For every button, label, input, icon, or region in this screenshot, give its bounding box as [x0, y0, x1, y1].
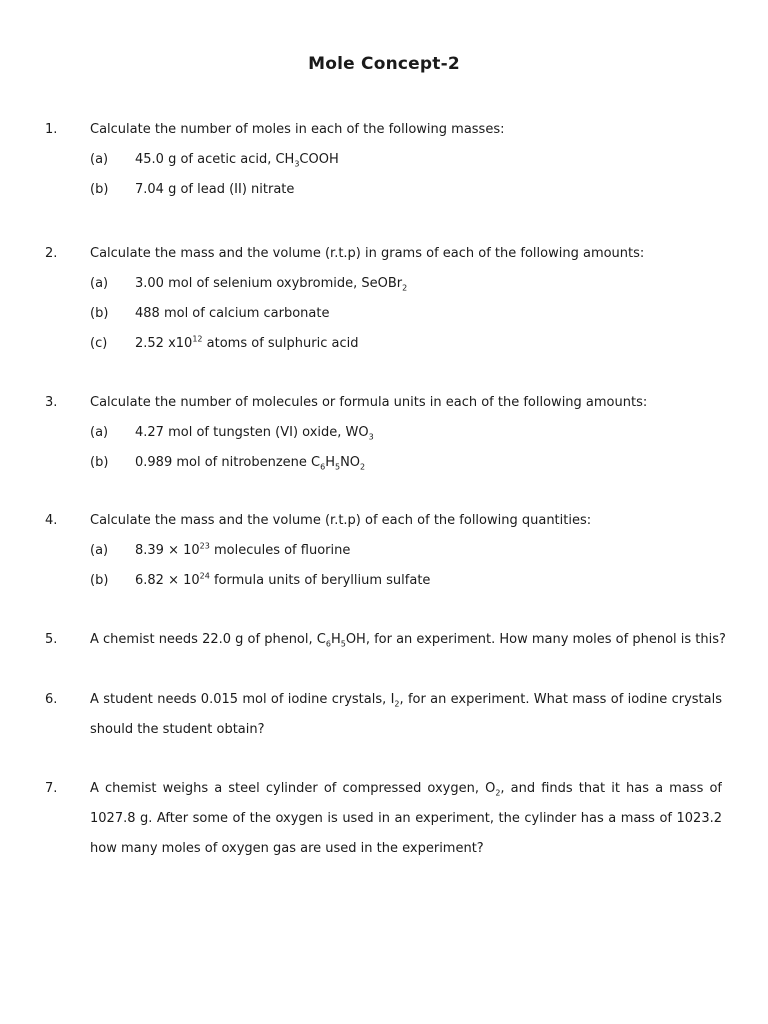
sub-item-label: (b)	[90, 573, 109, 588]
question-7	[0, 774, 768, 856]
question-6	[0, 685, 768, 737]
sub-item-b	[0, 299, 768, 329]
sub-item-label: (b)	[90, 455, 109, 470]
question-number: 3.	[45, 395, 58, 410]
sub-item-a	[0, 536, 768, 566]
sub-item-text: 488 mol of calcium carbonate	[135, 306, 330, 321]
sub-item-a	[0, 145, 768, 175]
sub-item-label: (c)	[90, 336, 108, 351]
sub-item-text: $8.39 \times 10^{23}$ molecules of fluorine	[135, 541, 351, 558]
question-number: 2.	[45, 246, 58, 261]
question-1	[0, 115, 768, 205]
question-number: 5.	[45, 632, 58, 647]
question-number: 7.	[45, 781, 58, 796]
page-title: Mole Concept-2	[308, 54, 460, 74]
question-number: 4.	[45, 513, 58, 528]
question-2	[0, 239, 768, 359]
sub-item-label: (a)	[90, 543, 109, 558]
question-text: A chemist weighs a steel cylinder of compressed oxygen, $O_2$, and finds that it has a mass of 1027.8 g. After some of the oxygen is used in an experiment, the cylinder has a mass of 1023.2 how many moles of oxygen gas are used in the experiment?	[90, 781, 722, 856]
question-text: Calculate the mass and the volume (r.t.p) in grams of each of the following amounts:	[90, 246, 645, 261]
sub-item-text: 3.00 mol of selenium oxybromide, SeOBr$_2$	[135, 276, 408, 293]
sub-item-text: $6.82 \times 10^{24}$ formula units of beryllium sulfate	[135, 571, 431, 588]
sub-item-a	[0, 269, 768, 299]
question-text: A chemist needs 22.0 g of phenol, $C_6H_5OH$, for an experiment. How many moles of phenol is this?	[90, 632, 726, 649]
question-text: Calculate the number of moles in each of the following masses:	[90, 122, 505, 137]
question-text: Calculate the mass and the volume (r.t.p) of each of the following quantities:	[90, 513, 592, 528]
sub-item-b	[0, 175, 768, 205]
sub-item-label: (a)	[90, 276, 109, 291]
sub-item-label: (a)	[90, 152, 109, 167]
sub-item-label: (b)	[90, 306, 109, 321]
sub-item-label: (b)	[90, 182, 109, 197]
sub-item-a	[0, 418, 768, 448]
sub-item-text: 0.989 mol of nitrobenzene $C_6H_5NO_2$	[135, 455, 366, 472]
sub-item-text: 4.27 mol of tungsten (VI) oxide, $WO_3$	[135, 425, 374, 442]
question-number: 1.	[45, 122, 58, 137]
question-text: Calculate the number of molecules or formula units in each of the following amounts:	[90, 395, 648, 410]
question-4	[0, 506, 768, 596]
question-number: 6.	[45, 692, 58, 707]
sub-item-b	[0, 448, 768, 478]
sub-item-label: (a)	[90, 425, 109, 440]
sub-item-text: 45.0 g of acetic acid, $CH_3COOH$	[135, 152, 339, 169]
sub-item-text: 7.04 g of lead (II) nitrate	[135, 182, 295, 197]
sub-item-text: 2.52 $x10^{12}$ atoms of sulphuric acid	[135, 334, 359, 351]
question-5	[0, 625, 768, 655]
question-text: A student needs 0.015 mol of iodine crystals, $I_2$, for an experiment. What mass of iodine crystals should the student obtain?	[90, 692, 722, 737]
sub-item-c	[0, 329, 768, 359]
sub-item-b	[0, 566, 768, 596]
question-3	[0, 388, 768, 478]
